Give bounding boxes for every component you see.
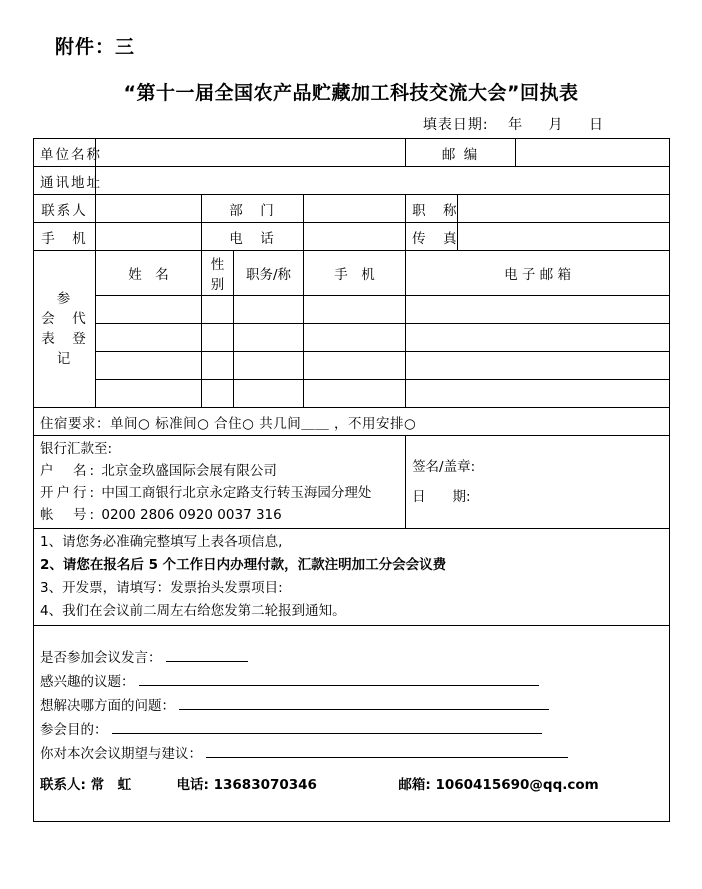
- delegates-col-name: 姓 名: [96, 251, 202, 296]
- delegate-gender[interactable]: [202, 296, 234, 324]
- delegate-position[interactable]: [234, 296, 304, 324]
- delegates-header-row: [34, 251, 670, 296]
- mobile-label: 手 机: [34, 223, 96, 251]
- notes-block: [34, 529, 670, 626]
- bank-account-number: [40, 504, 399, 526]
- delegate-mobile[interactable]: [304, 352, 406, 380]
- delegates-row: [34, 352, 670, 380]
- signature-block[interactable]: [406, 436, 670, 529]
- fill-date-year: 年: [508, 117, 524, 133]
- answer-underline[interactable]: [179, 694, 549, 710]
- note-item: 2、请您在报名后 5 个工作日内办理付款，汇款注明加工分会会议费: [40, 557, 447, 573]
- contact-label: 联系人: [34, 195, 96, 223]
- job-title-label: 职 称: [406, 195, 458, 223]
- delegate-name[interactable]: [96, 352, 202, 380]
- address-label: 通讯地址: [34, 167, 96, 195]
- bank-branch-value: 中国工商银行北京永定路支行转玉海园分理处: [101, 485, 372, 501]
- fill-date-label: 填表日期:: [422, 117, 489, 133]
- delegates-col-email: 电 子 邮 箱: [406, 251, 670, 296]
- page-title: “第十一届全国农产品贮藏加工科技交流大会”回执表: [123, 82, 579, 104]
- question-line[interactable]: [40, 670, 663, 694]
- question-label: 想解决哪方面的问题：: [40, 698, 175, 714]
- note-item: 1、请您务必准确完整填写上表各项信息,: [40, 534, 283, 550]
- delegate-name[interactable]: [96, 324, 202, 352]
- lodging-requirements[interactable]: 住宿要求：单间○ 标准间○ 合住○ 共几间＿＿ ，不用安排○: [34, 408, 670, 436]
- delegates-col-gender: 性 别: [202, 251, 234, 296]
- note-item: 3、开发票，请填写：发票抬头发票项目:: [40, 580, 283, 596]
- address-value[interactable]: [96, 167, 670, 195]
- signature-date-label: 日 期:: [412, 489, 471, 505]
- contact-footer: [40, 774, 663, 797]
- department-label: 部 门: [202, 195, 304, 223]
- lodging-row: [34, 408, 670, 436]
- bank-account-number-value: 0200 2806 0920 0037 316: [101, 507, 282, 523]
- bank-account-number-key: 帐 号:: [40, 507, 98, 523]
- delegate-mobile[interactable]: [304, 380, 406, 408]
- delegates-col-mobile: 手 机: [304, 251, 406, 296]
- delegate-name[interactable]: [96, 380, 202, 408]
- delegate-gender[interactable]: [202, 380, 234, 408]
- bank-branch-key: 开户行:: [40, 485, 98, 501]
- phone-value[interactable]: [304, 223, 406, 251]
- fax-value[interactable]: [458, 223, 670, 251]
- contact-phone-label: 电话:: [176, 777, 209, 793]
- bank-account-name-value: 北京金玖盛国际会展有限公司: [101, 463, 277, 479]
- delegates-side-label: 参 会 代 表 登 记: [34, 251, 96, 408]
- fax-label: 传 真: [406, 223, 458, 251]
- attachment-label: 附件：三: [55, 36, 136, 58]
- bank-branch: [40, 482, 399, 504]
- delegates-col-position: 职务/称: [234, 251, 304, 296]
- delegate-position[interactable]: [234, 380, 304, 408]
- question-label: 是否参加会议发言：: [40, 650, 162, 666]
- notes-row: [34, 529, 670, 626]
- question-line[interactable]: [40, 742, 663, 766]
- fill-date-month: 月: [548, 117, 564, 133]
- table-row-phones: [34, 223, 670, 251]
- delegates-row: [34, 380, 670, 408]
- delegate-email[interactable]: [406, 324, 670, 352]
- question-label: 参会目的：: [40, 722, 108, 738]
- answer-underline[interactable]: [206, 742, 568, 758]
- job-title-value[interactable]: [458, 195, 670, 223]
- questions-row: [34, 626, 670, 822]
- fill-date-line: [423, 114, 614, 134]
- bank-account-name: [40, 460, 399, 482]
- registration-table: [33, 138, 670, 822]
- answer-underline[interactable]: [139, 670, 539, 686]
- bank-row: [34, 436, 670, 529]
- delegate-mobile[interactable]: [304, 324, 406, 352]
- question-line[interactable]: [40, 718, 663, 742]
- bank-account-name-key: 户 名:: [40, 463, 98, 479]
- delegate-position[interactable]: [234, 352, 304, 380]
- postcode-label: 邮 编: [406, 139, 516, 167]
- delegate-mobile[interactable]: [304, 296, 406, 324]
- contact-person-value: 常 虹: [90, 777, 132, 793]
- delegate-email[interactable]: [406, 380, 670, 408]
- contact-value[interactable]: [96, 195, 202, 223]
- delegate-position[interactable]: [234, 324, 304, 352]
- table-row-address: [34, 167, 670, 195]
- delegates-row: [34, 296, 670, 324]
- answer-underline[interactable]: [112, 718, 542, 734]
- phone-label: 电 话: [202, 223, 304, 251]
- signature-label: 签名/盖章:: [412, 459, 476, 475]
- department-value[interactable]: [304, 195, 406, 223]
- contact-phone-value: 13683070346: [213, 777, 317, 793]
- question-line[interactable]: [40, 646, 663, 670]
- delegates-row: [34, 324, 670, 352]
- table-row-unit: [34, 139, 670, 167]
- delegate-gender[interactable]: [202, 324, 234, 352]
- delegate-email[interactable]: [406, 352, 670, 380]
- contact-person-label: 联系人:: [40, 777, 86, 793]
- contact-email-value: 1060415690@qq.com: [435, 777, 599, 793]
- answer-underline[interactable]: [166, 646, 248, 662]
- note-item: 4、我们在会议前二周左右给您发第二轮报到通知。: [40, 603, 346, 619]
- delegate-name[interactable]: [96, 296, 202, 324]
- unit-name-label: 单位名称: [34, 139, 96, 167]
- contact-email-label: 邮箱:: [398, 777, 431, 793]
- postcode-value[interactable]: [516, 139, 670, 167]
- unit-name-value[interactable]: [96, 139, 406, 167]
- delegate-email[interactable]: [406, 296, 670, 324]
- question-line[interactable]: [40, 694, 663, 718]
- fill-date-day: 日: [589, 117, 604, 133]
- table-row-contact: [34, 195, 670, 223]
- mobile-value[interactable]: [96, 223, 202, 251]
- delegate-gender[interactable]: [202, 352, 234, 380]
- bank-heading: 银行汇款至:: [40, 441, 113, 457]
- question-label: 你对本次会议期望与建议：: [40, 746, 202, 762]
- question-label: 感兴趣的议题：: [40, 674, 135, 690]
- questions-block: [34, 626, 670, 822]
- bank-info: [34, 436, 406, 529]
